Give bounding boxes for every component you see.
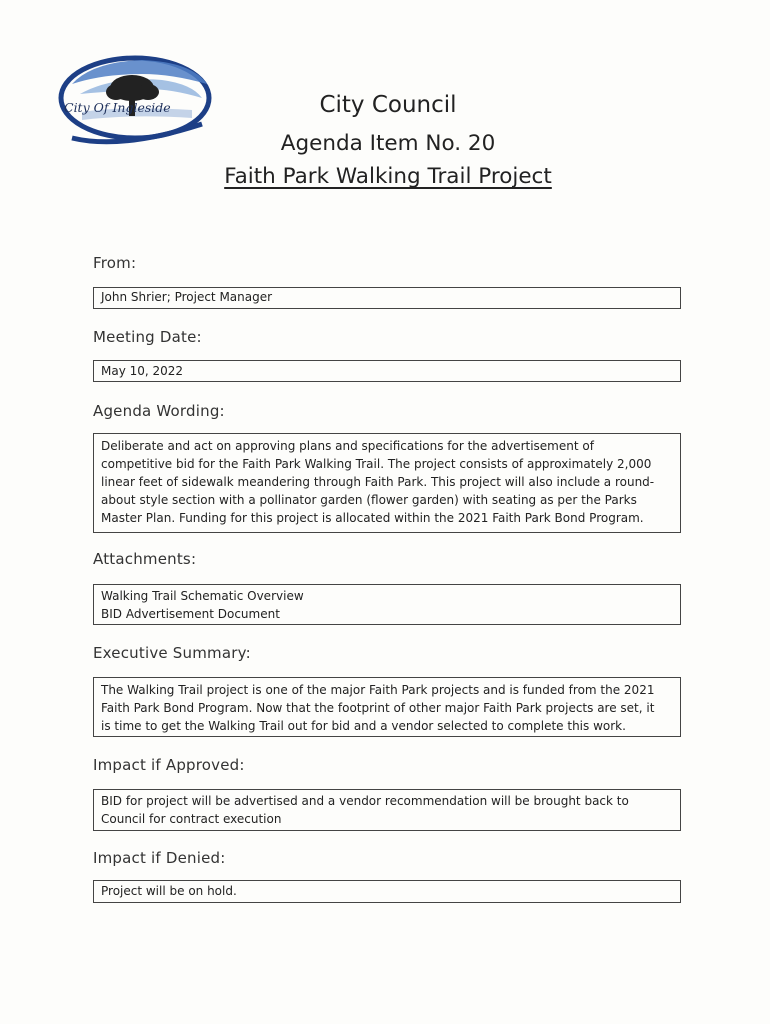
agenda-wording-line: Master Plan. Funding for this project is allocated within the 2021 Faith Park Bond Program. [101,511,644,525]
from-label: From: [93,254,137,272]
agenda-wording-line: Deliberate and act on approving plans and specifications for the advertisement of [101,439,594,453]
impact-approved-line: BID for project will be advertised and a vendor recommendation will be brought back to [101,794,629,808]
attachment-item: BID Advertisement Document [101,607,280,621]
impact-denied-label: Impact if Denied: [93,849,226,867]
impact-denied-field [93,880,681,902]
meeting-date-label: Meeting Date: [93,328,202,346]
executive-summary-line: is time to get the Walking Trail out for bid and a vendor selected to complete this work. [101,719,626,733]
impact-approved-label: Impact if Approved: [93,756,245,774]
project-title-text: Faith Park Walking Trail Project [224,164,552,189]
agenda-item-number: Agenda Item No. 20 [280,131,496,156]
meeting-date-field [93,360,681,382]
executive-summary-label: Executive Summary: [93,644,251,662]
impact-approved-line: Council for contract execution [101,812,282,826]
attachment-item: Walking Trail Schematic Overview [101,589,304,603]
agenda-wording-field [93,433,681,533]
agenda-wording-line: linear feet of sidewalk meandering through Faith Park. This project will also include a round- [101,475,655,489]
executive-summary-line: The Walking Trail project is one of the major Faith Park projects and is funded from the 2021 [101,683,655,697]
impact-approved-field [93,789,681,831]
meeting-date-value: May 10, 2022 [101,364,184,378]
agenda-wording-line: about style section with a pollinator garden (flower garden) with seating as per the Parks [101,493,637,507]
from-value: John Shrier; Project Manager [101,290,273,304]
agenda-wording-line: competitive bid for the Faith Park Walking Trail. The project consists of approximately 2,000 [101,457,652,471]
executive-summary-line: Faith Park Bond Program. Now that the footprint of other major Faith Park projects are set, it [101,701,655,715]
impact-denied-value: Project will be on hold. [101,884,237,898]
impact-denied-underline [93,902,681,903]
executive-summary-field [93,677,681,737]
agenda-wording-label: Agenda Wording: [93,402,225,420]
council-title: City Council [319,92,457,118]
city-logo-text: City Of Ingleside [64,100,171,115]
project-title [3,164,770,189]
attachments-field [93,584,681,625]
attachments-label: Attachments: [93,550,197,568]
from-field [93,287,681,309]
